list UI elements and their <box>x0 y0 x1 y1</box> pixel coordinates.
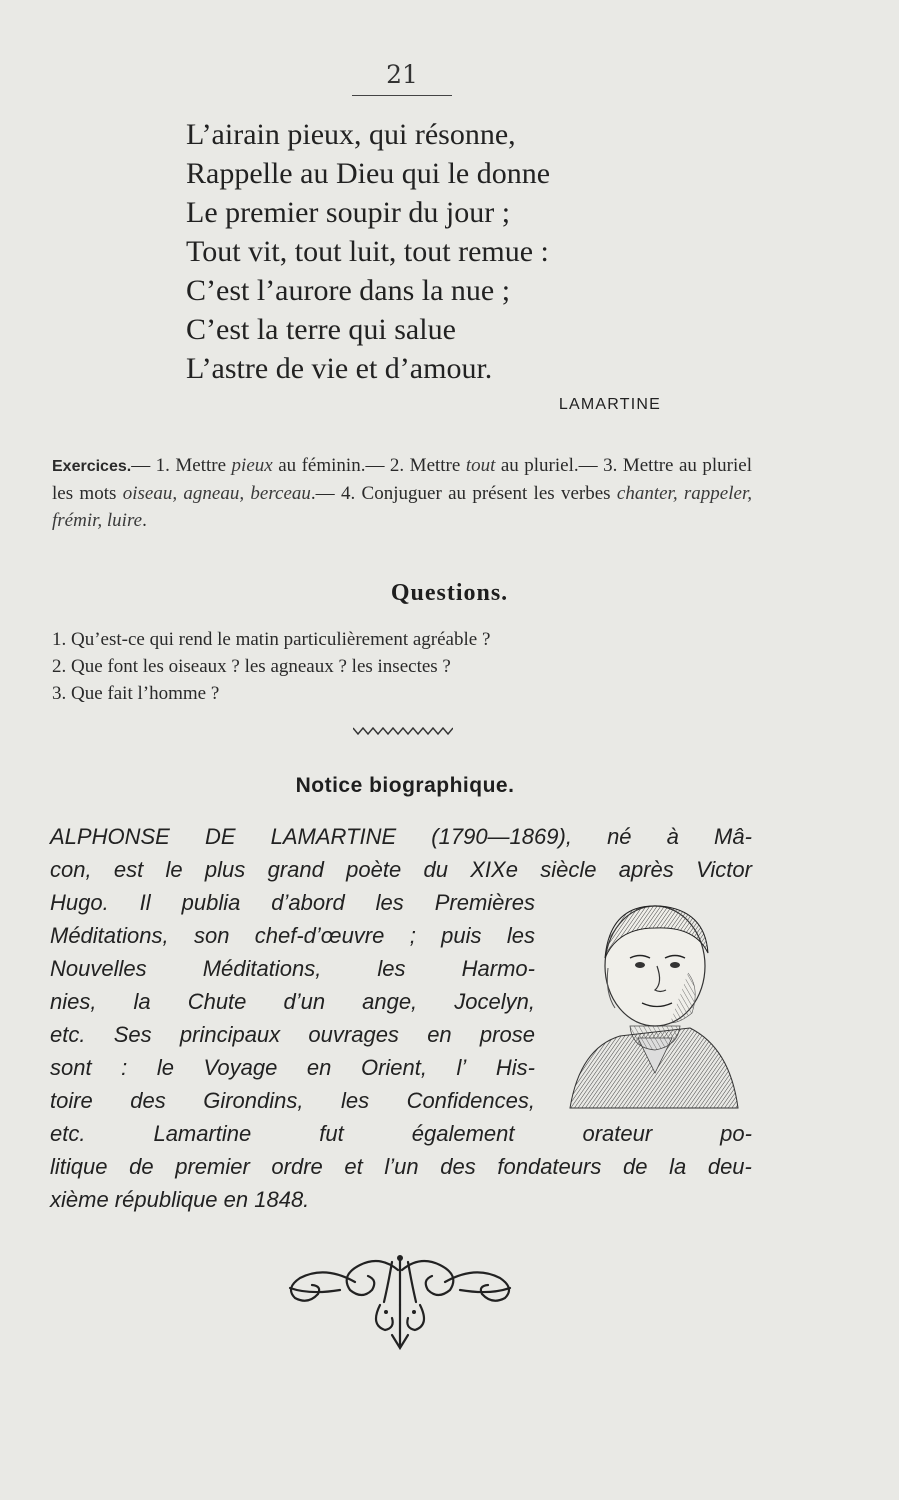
biography-line <box>50 1018 535 1051</box>
biography-word: en <box>306 1055 332 1080</box>
biography-word: l’ <box>456 1055 467 1080</box>
biography-word: premier <box>175 1154 250 1179</box>
biography-word: litique <box>50 1154 108 1179</box>
exercises-word: pieux <box>231 455 273 476</box>
wavy-divider <box>353 724 453 738</box>
biography-line <box>50 853 752 886</box>
biography-word: les <box>506 923 535 948</box>
poem-stanza <box>186 115 550 388</box>
biography-word: chef-d’œuvre <box>254 923 385 948</box>
lamartine-portrait-engraving <box>560 898 745 1113</box>
biography-word: des <box>130 1088 166 1113</box>
biography-word: : <box>121 1055 128 1080</box>
biography-word: prose <box>479 1022 535 1047</box>
biography-word: est <box>113 857 144 882</box>
biography-word: les <box>377 956 406 981</box>
biography-word: Girondins, <box>203 1088 304 1113</box>
biography-word: né <box>607 824 632 849</box>
biography-word: poète <box>346 857 402 882</box>
biography-word: nies, <box>50 989 97 1014</box>
biography-word: Hugo. <box>50 890 109 915</box>
biography-word: Mâ- <box>714 824 752 849</box>
biography-word: Lamartine <box>153 1121 252 1146</box>
biography-line <box>50 1084 535 1117</box>
biography-word: de <box>129 1154 154 1179</box>
biography-word: Méditations, <box>202 956 322 981</box>
biography-word: Il <box>139 890 151 915</box>
biography-word: Jocelyn, <box>454 989 535 1014</box>
biography-word: Harmo- <box>461 956 535 981</box>
poem-line: L’airain pieux, qui résonne, <box>186 118 516 151</box>
biography-heading: Notice biographique. <box>295 774 515 797</box>
biography-line <box>50 820 752 853</box>
question-item: 2. Que font les oiseaux ? les agneaux ? les insectes ? <box>52 656 451 677</box>
biography-word: la <box>669 1154 687 1179</box>
biography-word: Confidences, <box>406 1088 535 1113</box>
biography-word: siècle <box>540 857 597 882</box>
biography-word: ALPHONSE <box>50 824 170 849</box>
exercises-text: .— 4. Conjuguer au présent les verbes <box>310 483 617 504</box>
biography-word: du <box>423 857 448 882</box>
biography-word: Voyage <box>203 1055 278 1080</box>
biography-word: Victor <box>696 857 752 882</box>
exercises-text: . <box>142 510 147 531</box>
poem-line: C’est la terre qui salue <box>186 313 456 346</box>
page-number: 21 <box>386 60 418 89</box>
question-item: 1. Qu’est-ce qui rend le matin particulièrement agréable ? <box>52 629 491 650</box>
biography-word: publia <box>181 890 241 915</box>
biography-word: XIXe <box>470 857 518 882</box>
biography-word: les <box>375 890 404 915</box>
biography-line <box>50 886 535 919</box>
biography-word: ordre <box>271 1154 323 1179</box>
questions-heading: Questions. <box>390 580 509 606</box>
biography-word: de <box>622 1154 648 1179</box>
biography-word: ouvrages <box>308 1022 399 1047</box>
biography-word: Orient, <box>360 1055 427 1080</box>
biography-word: po- <box>720 1121 752 1146</box>
exercises-text: au féminin.— 2. Mettre <box>272 455 466 476</box>
exercises-label: Exercices. <box>52 458 132 475</box>
biography-word: la <box>133 989 151 1014</box>
biography-word: Ses <box>113 1022 152 1047</box>
poem-line: C’est l’aurore dans la nue ; <box>186 274 511 307</box>
biography-word: deu- <box>707 1154 752 1179</box>
exercises-verbs: chanter, rappeler, frémir, luire <box>52 483 752 531</box>
poem-line: Le premier soupir du jour ; <box>186 196 511 229</box>
biography-word: fut <box>319 1121 344 1146</box>
biography-word: (1790—1869), <box>431 824 572 849</box>
biography-word: fondateurs <box>497 1154 602 1179</box>
biography-word: à <box>666 824 679 849</box>
biography-word: orateur <box>582 1121 653 1146</box>
exercises-words: oiseau, agneau, berceau <box>122 483 311 504</box>
exercises-word: tout <box>465 455 496 476</box>
biography-word: Nouvelles <box>50 956 147 981</box>
poem-line: L’astre de vie et d’amour. <box>186 352 493 385</box>
biography-word: His- <box>495 1055 535 1080</box>
poem-author: LAMARTINE <box>558 396 661 413</box>
biography-word: également <box>411 1121 515 1146</box>
biography-word: Premières <box>434 890 535 915</box>
biography-word: le <box>156 1055 174 1080</box>
biography-word: ange, <box>362 989 418 1014</box>
biography-word: et <box>344 1154 363 1179</box>
biography-word: etc. <box>50 1022 86 1047</box>
biography-word: ; <box>409 923 416 948</box>
decorative-fleuron <box>280 1250 520 1355</box>
biography-word: grand <box>267 857 324 882</box>
biography-word: d’un <box>283 989 326 1014</box>
biography-word: en <box>427 1022 452 1047</box>
biography-word: LAMARTINE <box>270 824 397 849</box>
biography-word: le <box>165 857 183 882</box>
poem-line: Rappelle au Dieu qui le donne <box>186 157 551 190</box>
biography-line <box>50 1117 752 1150</box>
biography-line <box>50 985 535 1018</box>
biography-word: DE <box>204 824 236 849</box>
biography-word: sont <box>50 1055 92 1080</box>
biography-word: principaux <box>179 1022 281 1047</box>
biography-word: etc. <box>50 1121 86 1146</box>
biography-line: xième république en 1848. <box>50 1187 310 1212</box>
biography-line <box>50 1051 535 1084</box>
questions-list <box>52 626 752 707</box>
biography-line <box>50 919 535 952</box>
page-number-rule <box>352 95 452 96</box>
biography-word: con, <box>50 857 92 882</box>
biography-word: après <box>618 857 674 882</box>
biography-line <box>50 952 535 985</box>
biography-word: puis <box>441 923 482 948</box>
biography-word: l’un <box>384 1154 419 1179</box>
biography-word: plus <box>204 857 246 882</box>
poem-line: Tout vit, tout luit, tout remue : <box>186 235 549 268</box>
exercises-text: — 1. Mettre <box>131 455 232 476</box>
biography-line <box>50 1150 752 1183</box>
question-item: 3. Que fait l’homme ? <box>52 683 220 704</box>
exercises-paragraph <box>52 452 752 534</box>
biography-word: les <box>340 1088 370 1113</box>
exercises-text: au pluriel.— 3. Mettre au pluriel les mots <box>52 455 752 504</box>
biography-word: toire <box>50 1088 93 1113</box>
biography-word: son <box>193 923 230 948</box>
biography-word: des <box>440 1154 476 1179</box>
biography-word: Chute <box>187 989 247 1014</box>
biography-word: Méditations, <box>50 923 169 948</box>
biography-word: d’abord <box>271 890 345 915</box>
